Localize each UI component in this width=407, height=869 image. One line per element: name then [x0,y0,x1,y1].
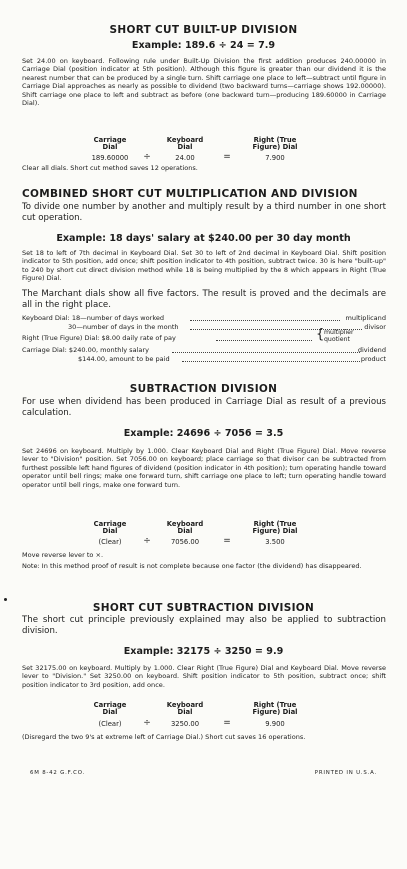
right-dial-value: 7.900 [265,154,285,162]
equals-sign: = [223,536,231,546]
section-title-built-up-division: SHORT CUT BUILT-UP DIVISION [109,24,298,36]
divide-sign: ÷ [143,152,151,162]
right-dial-value: 3.500 [265,538,285,546]
carriage-dial-header: Carriage Dial [93,701,127,717]
footer-printed-in: PRINTED IN U.S.A. [314,770,377,776]
carriage-dial-value: 189.60000 [91,154,129,162]
keyboard-dial-value: 24.00 [175,154,195,162]
example-combined: Example: 18 days' salary at $240.00 per 30 day month [56,233,351,244]
example-short-cut-subtraction: Example: 32175 ÷ 3250 = 9.9 [123,646,284,657]
carriage-dial-value: (Clear) [98,538,122,546]
carriage-dial-header: Carriage Dial [93,520,127,536]
paragraph-subtraction-division: Set 24696 on keyboard. Multiply by 1.000. Clear Keyboard Dial and Right (True Figure) Dial. Move reverse lever to "Division" position. Set 7056.00 on keyboard; place carriage so that divisor can be subtracted from furthest possible left hand figures of dividend (position indicator in 4th position); turn operating handle toward operator until bell rings; make one forward turn, shift carriage one place to left; turn operating handle toward operator until bell rings, make one forward turn. [22,447,386,489]
divide-sign: ÷ [143,718,151,728]
section-title-subtraction-division: SUBTRACTION DIVISION [129,383,278,395]
equals-sign: = [223,718,231,728]
keyboard-dial-value: 3250.00 [170,720,200,728]
intro-combined: To divide one number by another and multiply result by a third number in one short cut operation. [22,202,386,223]
keyboard-dial-header: Keyboard Dial [166,701,204,717]
note-subtraction-division: Note: In this method proof of result is not complete because one factor (the dividend) has disappeared. [22,562,362,570]
example-subtraction-division: Example: 24696 ÷ 7056 = 3.5 [123,428,284,439]
paragraph-short-cut-subtraction: Set 32175.00 on keyboard. Multiply by 1.000. Clear Right (True Figure) Dial and Keyboard Dial. Move reverse lever to "Division." Set 3250.00 on keyboard. Shift position indicator to 5th position, subtract once; shift position indicator to 3rd position, add once. [22,664,386,689]
factor-row-days: Keyboard Dial: 18—number of days worked multiplicand [22,314,386,322]
note-built-up-division: Clear all dials. Short cut method saves 12 operations. [22,164,198,172]
summary-combined: The Marchant dials show all five factors. The result is proved and the decimals are all in the right place. [22,289,386,310]
equals-sign: = [223,152,231,162]
right-dial-header: Right (True Figure) Dial [252,520,298,536]
factor-row-rate: Right (True Figure) Dial: $8.00 daily rate of pay [22,334,386,343]
keyboard-dial-value: 7056.00 [170,538,200,546]
example-built-up-division: Example: 189.6 ÷ 24 = 7.9 [131,40,276,51]
margin-mark [4,598,7,601]
section-title-combined: COMBINED SHORT CUT MULTIPLICATION AND DIVISION [22,188,358,200]
right-dial-header: Right (True Figure) Dial [252,136,298,152]
right-dial-header: Right (True Figure) Dial [252,701,298,717]
keyboard-dial-header: Keyboard Dial [166,520,204,536]
factor-row-salary: Carriage Dial: $240.00, monthly salary dividend [22,346,386,354]
carriage-dial-header: Carriage Dial [93,136,127,152]
factor-row-month: 30—number of days in the month divisor [68,323,386,331]
divide-sign: ÷ [143,536,151,546]
carriage-dial-value: (Clear) [98,720,122,728]
footer-print-code: 6M 8-42 G.F.CO. [30,770,86,776]
keyboard-dial-header: Keyboard Dial [166,136,204,152]
brace-multiplier-quotient: { multiplier quotient [316,327,354,343]
reverse-lever-note: Move reverse lever to ×. [22,551,104,559]
factor-row-amount: $144.00, amount to be paid product [78,355,386,363]
section-title-short-cut-subtraction: SHORT CUT SUBTRACTION DIVISION [92,602,315,614]
paragraph-combined: Set 18 to left of 7th decimal in Keyboard Dial. Set 30 to left of 2nd decimal in Keyboard Dial. Shift position indicator to 5th position, add once; shift position indicator to 4th position, subtract twice. 30 is here "built-up" to 240 by short cut direct division method while 18 is being multiplied by the 8 which appears in Right (True Figure) Dial. [22,249,386,283]
intro-subtraction-division: For use when dividend has been produced in Carriage Dial as result of a previous calculation. [22,397,386,418]
right-dial-value: 9.900 [265,720,285,728]
paragraph-built-up-division: Set 24.00 on keyboard. Following rule under Built-Up Division the first addition produces 240.00000 in Carriage Dial (position indicator at 5th position). Although this figure is greater than our dividend it is the nearest number that can be produced by a single turn. Shift carriage one place to left—subtract until figure in Carriage Dial approaches as nearly as possible to dividend (two backward turns—carriage shows 192.00000). Shift carriage one place to left and subtract as before (one backward turn—producing 189.60000 in Carriage Dial). [22,57,386,108]
intro-short-cut-subtraction: The short cut principle previously explained may also be applied to subtraction division. [22,615,386,636]
note-short-cut-subtraction: (Disregard the two 9's at extreme left of Carriage Dial.) Short cut saves 16 operations. [22,733,306,741]
